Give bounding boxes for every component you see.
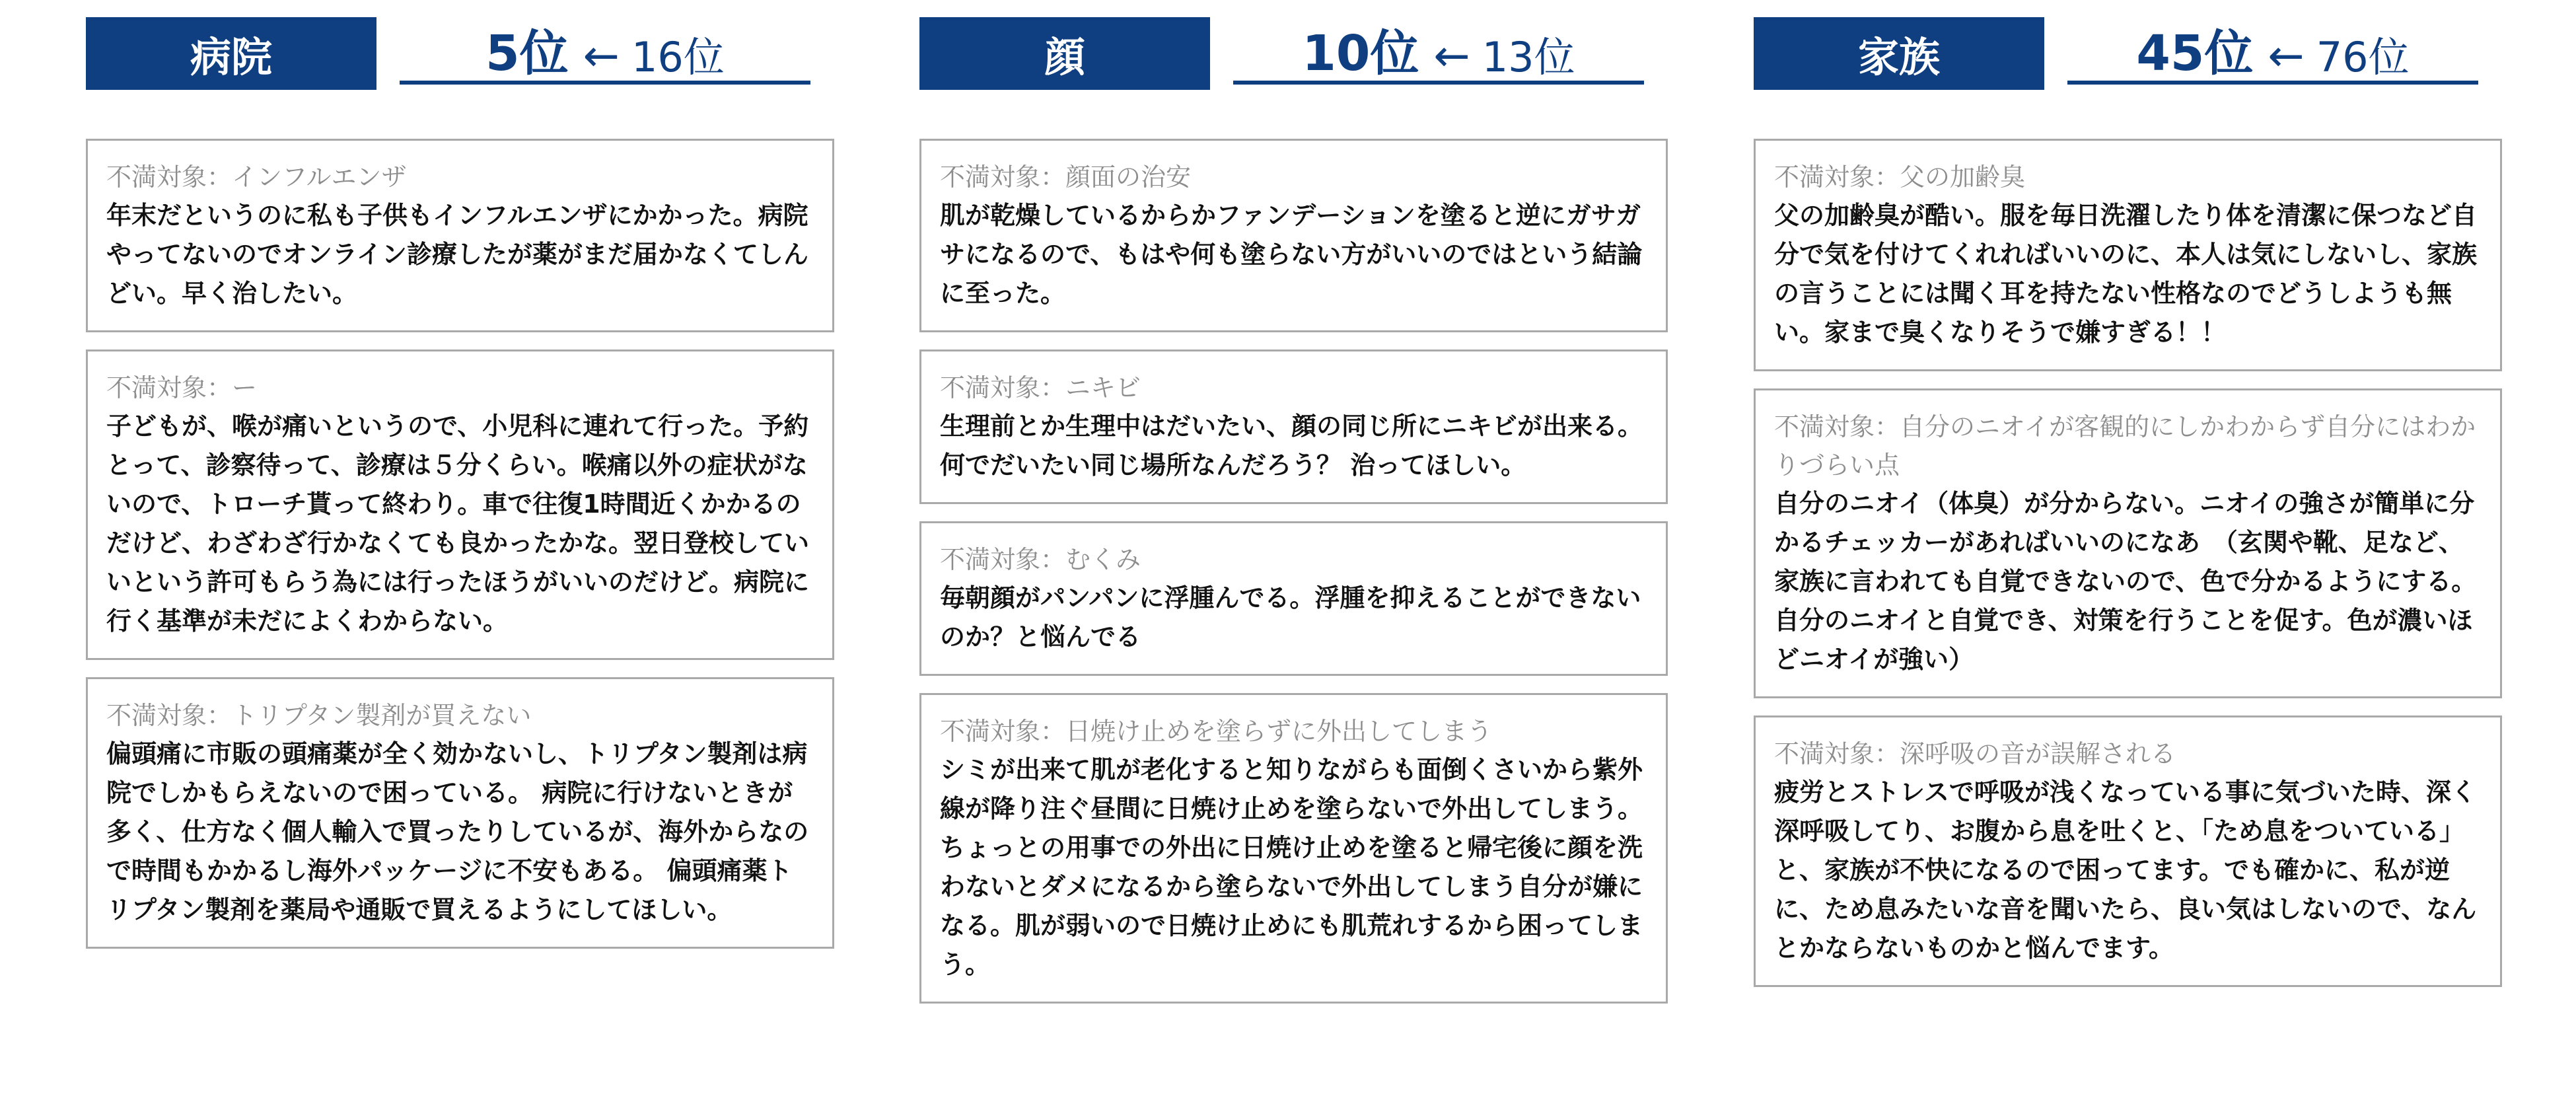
- complaint-card: [1754, 139, 2502, 371]
- complaint-card: [919, 349, 1668, 504]
- complaint-text: 偏頭痛に市販の頭痛薬が全く効かないし、トリプタン製剤は病院でしかもらえないので困っている。 病院に行けないときが多く、仕方なく個人輸入で買ったりしているが、海外からなので時間もかかるし海外パッケージに不安もある。 偏頭痛薬トリプタン製剤を薬局や通販で買えるようにしてほしい。: [106, 739, 809, 924]
- column-header: [1754, 0, 2502, 92]
- rank-change: [1233, 13, 1644, 85]
- rank-change: [400, 13, 810, 85]
- complaint-target: 不満対象：自分のニオイが客観的にしかわからず自分にはわかりづらい点: [1774, 412, 2476, 480]
- rank-current: 10位: [1302, 25, 1419, 82]
- category-label: 家族: [1754, 17, 2044, 90]
- rank-change: [2067, 13, 2478, 85]
- rank-current: 45位: [2136, 25, 2254, 82]
- rank-previous: 13位: [1482, 33, 1575, 81]
- category-label: 病院: [86, 17, 376, 90]
- complaint-card: [919, 521, 1668, 676]
- complaint-card: [919, 693, 1668, 1004]
- category-label: 顔: [919, 17, 1210, 90]
- column-header: [919, 0, 1668, 92]
- complaint-text: 疲労とストレスで呼吸が浅くなっている事に気づいた時、深く深呼吸してり、お腹から息を吐くと、「ため息をついている」と、家族が不快になるので困ってます。でも確かに、私が逆に、ため息みたいな音を聞いたら、良い気はしないので、なんとかならないものかと悩んでます。: [1774, 778, 2477, 963]
- complaint-card: [86, 139, 834, 332]
- complaint-card: [1754, 715, 2502, 987]
- category-column-face: [919, 0, 1668, 979]
- complaint-target: 不満対象：トリプタン製剤が買えない: [106, 701, 532, 730]
- complaint-target: 不満対象：日焼け止めを塗らずに外出してしまう: [940, 717, 1493, 746]
- complaint-card: [86, 677, 834, 949]
- complaint-list: [1754, 139, 2515, 1004]
- column-header: [86, 0, 834, 92]
- complaint-card: [86, 349, 834, 660]
- left-arrow-icon: ←: [1433, 30, 1470, 81]
- rank-current: 5位: [485, 25, 569, 82]
- complaint-text: 毎朝顔がパンパンに浮腫んでる。浮腫を抑えることができないのか？と悩んでる: [940, 583, 1641, 651]
- category-column-family: [1754, 0, 2515, 963]
- complaint-target: 不満対象：ニキビ: [940, 373, 1141, 402]
- complaint-text: 生理前とか生理中はだいたい、顔の同じ所にニキビが出来る。 何でだいたい同じ場所なんだろう？ 治ってほしい。: [940, 412, 1643, 480]
- left-arrow-icon: ←: [583, 30, 620, 81]
- complaint-target: 不満対象：インフルエンザ: [106, 163, 407, 192]
- complaint-target: 不満対象：ー: [106, 373, 258, 402]
- complaint-target: 不満対象：顔面の治安: [940, 163, 1192, 192]
- complaint-text: シミが出来て肌が老化すると知りながらも面倒くさいから紫外線が降り注ぐ昼間に日焼け止めを塗らないで外出してしまう。ちょっとの用事での外出に日焼け止めを塗ると帰宅後に顔を洗わないとダメになるから塗らないで外出してしまう自分が嫌になる。肌が弱いので日焼け止めにも肌荒れするから困ってしまう。: [940, 755, 1643, 979]
- complaint-target: 不満対象：むくみ: [940, 545, 1141, 574]
- complaint-text: 肌が乾燥しているからかファンデーションを塗ると逆にガサガサになるので、もはや何も塗らない方がいいのではという結論に至った。: [940, 201, 1643, 308]
- complaint-target: 不満対象：父の加齢臭: [1774, 163, 2026, 192]
- complaint-target: 不満対象：深呼吸の音が誤解される: [1774, 739, 2176, 768]
- rank-previous: 16位: [631, 33, 725, 81]
- complaint-text: 父の加齢臭が酷い。服を毎日洗濯したり体を清潔に保つなど自分で気を付けてくれればいいのに、本人は気にしないし、家族の言うことには聞く耳を持たない性格なのでどうしようも無い。家まで臭くなりそうで嫌すぎる！！: [1774, 201, 2478, 347]
- complaint-card: [1754, 388, 2515, 698]
- complaint-text: 年末だというのに私も子供もインフルエンザにかかった。病院やってないのでオンライン診療したが薬がまだ届かなくてしんどい。早く治したい。: [106, 201, 808, 308]
- left-arrow-icon: ←: [2268, 30, 2305, 81]
- complaint-list: [919, 139, 1668, 1021]
- category-column-hospital: [86, 0, 834, 924]
- complaint-card: [919, 139, 1668, 332]
- complaint-text: 子どもが、喉が痛いというので、小児科に連れて行った。予約とって、診察待って、診療は５分くらい。喉痛以外の症状がないので、トローチ貰って終わり。車で往復1時間近くかかるのだけど、わざわざ行かなくても良かったかな。翌日登校していいという許可もらう為には行ったほうがいいのだけど。病院に行く基準が未だによくわからない。: [106, 412, 810, 636]
- rank-previous: 76位: [2316, 33, 2410, 81]
- complaint-list: [86, 139, 834, 966]
- complaint-text: 自分のニオイ（体臭）が分からない。ニオイの強さが簡単に分かるチェッカーがあればいいのになあ （玄関や靴、足など、家族に言われても自覚できないので、色で分かるようにする。 自分のニオイと自覚でき、対策を行うことを促す。色が濃いほどニオイが強い）: [1774, 489, 2515, 674]
